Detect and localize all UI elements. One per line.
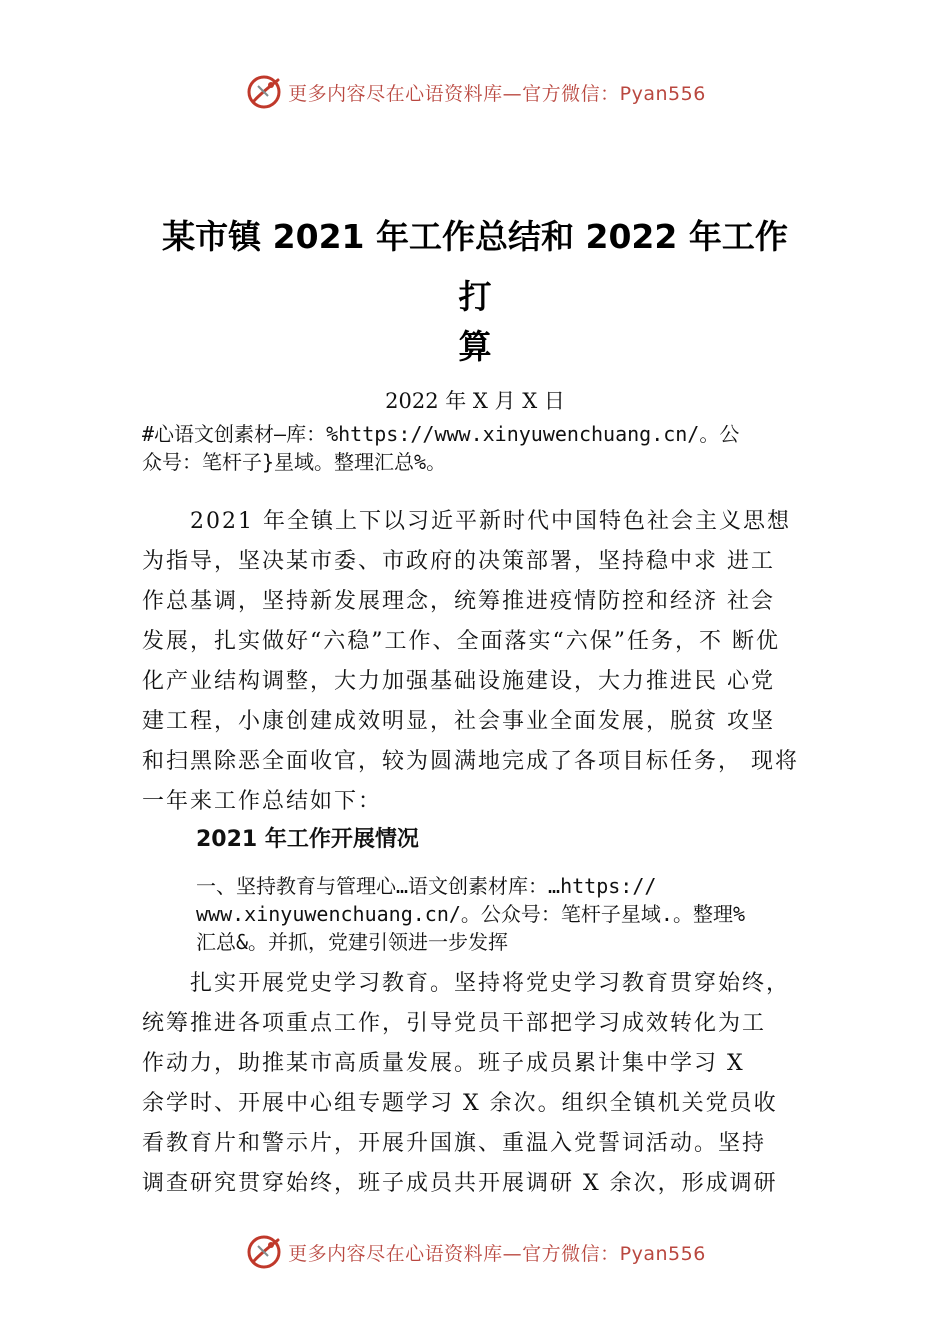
section-1-line: 一、坚持教育与管理心…语文创素材库：…https:// — [196, 874, 657, 898]
document-title-line-3: 算 — [458, 327, 492, 366]
paragraph-line: 建工程，小康创建成效明显，社会事业全面发展，脱贫 攻坚 — [142, 709, 775, 734]
paragraph-line: 发展，扎实做好“六稳”工作、全面落实“六保”任务，不 断优 — [142, 629, 780, 654]
paragraph-line: 调查研究贯穿始终，班子成员共开展调研 X 余次，形成调研 — [142, 1171, 778, 1196]
intro-paragraph — [142, 502, 842, 822]
paragraph-line: 为指导，坚决某市委、市政府的决策部署，坚持稳中求 进工 — [142, 549, 775, 574]
logo-icon — [244, 1232, 284, 1272]
paragraph-line: 化产业结构调整，大力加强基础设施建设，大力推进民 心党 — [142, 669, 775, 694]
source-note-line: 众号：笔杆子}星域。整理汇总%。 — [142, 450, 447, 474]
paragraph-line: 统筹推进各项重点工作，引导党员干部把学习成效转化为工 — [142, 1011, 767, 1036]
section-1-line: 汇总&。并抓，党建引领进一步发挥 — [196, 930, 509, 954]
paragraph-line: 和扫黑除恶全面收官，较为圆满地完成了各项目标任务， 现将 — [142, 749, 799, 774]
paragraph-line: 作总基调，坚持新发展理念，统筹推进疫情防控和经济 社会 — [142, 589, 775, 614]
section-1-line: www.xinyuwenchuang.cn/。公众号：笔杆子星域.。整理% — [196, 902, 745, 926]
banner-text: 更多内容尽在心语资料库—官方微信：Pyan556 — [288, 82, 706, 105]
paragraph-line: 扎实开展党史学习教育。坚持将党史学习教育贯穿始终， — [142, 971, 791, 996]
document-title-line-1: 某市镇 2021 年工作总结和 2022 年工作 — [162, 217, 788, 256]
paragraph-line: 余学时、开展中心组专题学习 X 余次。组织全镇机关党员收 — [142, 1091, 778, 1116]
section-heading: 2021 年工作开展情况 — [196, 827, 419, 852]
paragraph-line: 2021 年全镇上下以习近平新时代中国特色社会主义思想 — [142, 509, 791, 534]
document-title-line-2: 打 — [458, 277, 492, 316]
logo-icon — [244, 72, 284, 112]
body-paragraph — [142, 964, 842, 1204]
paragraph-line: 作动力，助推某市高质量发展。班子成员累计集中学习 X — [142, 1051, 745, 1076]
header-banner — [0, 70, 950, 114]
source-note — [142, 420, 842, 476]
source-note-line: #心语文创素材—库：%https://www.xinyuwenchuang.cn/。公 — [142, 422, 740, 446]
section-1-heading — [196, 872, 896, 956]
paragraph-line: 一年来工作总结如下： — [142, 789, 383, 814]
banner-text: 更多内容尽在心语资料库—官方微信：Pyan556 — [288, 1242, 706, 1265]
paragraph-line: 看教育片和警示片，开展升国旗、重温入党誓词活动。坚持 — [142, 1131, 767, 1156]
document-date: 2022 年 X 月 X 日 — [385, 389, 565, 413]
footer-banner — [0, 1230, 950, 1274]
